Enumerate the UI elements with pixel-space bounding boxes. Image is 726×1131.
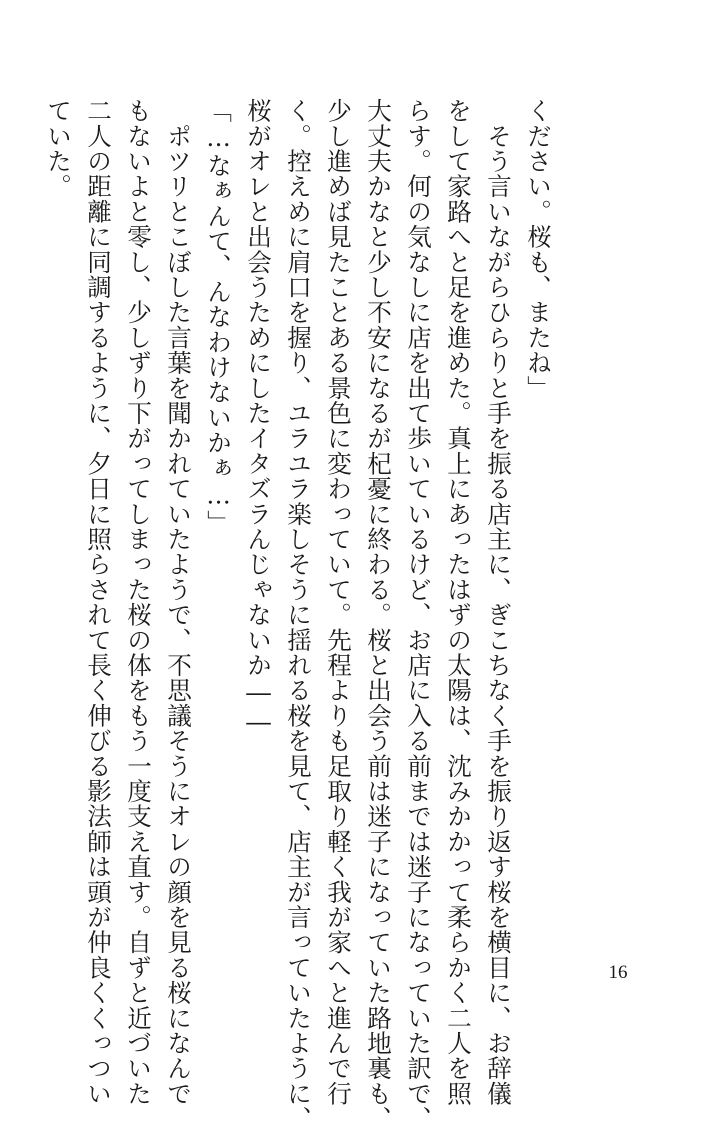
text-line: 桜がオレと出会うためにしたイタズラんじゃないか―― <box>244 98 273 737</box>
vertical-text-block <box>44 98 558 1131</box>
page-number: 16 <box>608 962 628 983</box>
text-line: 大丈夫かなと少し不安になるが杞憂に終わる。桜と出会う前は迷子になっていた路地裏も、 <box>364 98 393 1131</box>
text-line: をして家路へと足を進めた。真上にあったはずの太陽は、沈みかかって柔らかく二人を照 <box>444 98 473 1106</box>
text-line: ください。桜も、またね」 <box>524 98 553 401</box>
text-line: 「…なぁんて、んなわけないかぁ…」 <box>204 98 233 536</box>
text-line: 少し進めば見たことある景色に変わっていて。先程よりも足取り軽く我が家へと進んで行 <box>324 98 353 1106</box>
text-line: ていた。 <box>44 98 73 199</box>
text-line: そう言いながらひらりと手を振る店主に、ぎこちなく手を振り返す桜を横目に、お辞儀 <box>484 98 513 1106</box>
text-line: く。控えめに肩口を握り、ユラユラ楽しそうに揺れる桜を見て、店主が言っていたように、 <box>284 98 313 1131</box>
text-line: らす。何の気なしに店を出て歩いているけど、お店に入る前までは迷子になっていた訳で、 <box>404 98 433 1131</box>
blank-line <box>0 98 38 938</box>
text-line: ポツリとこぼした言葉を聞かれていたようで、不思議そうにオレの顔を見る桜になんで <box>164 98 193 1106</box>
text-line: もないよと零し、少しずり下がってしまった桜の体をもう一度支え直す。自ずと近づいた <box>124 98 153 1106</box>
text-line: 二人の距離に同調するように、夕日に照らされて長く伸びる影法師は頭が仲良くくっつい <box>84 98 113 1106</box>
